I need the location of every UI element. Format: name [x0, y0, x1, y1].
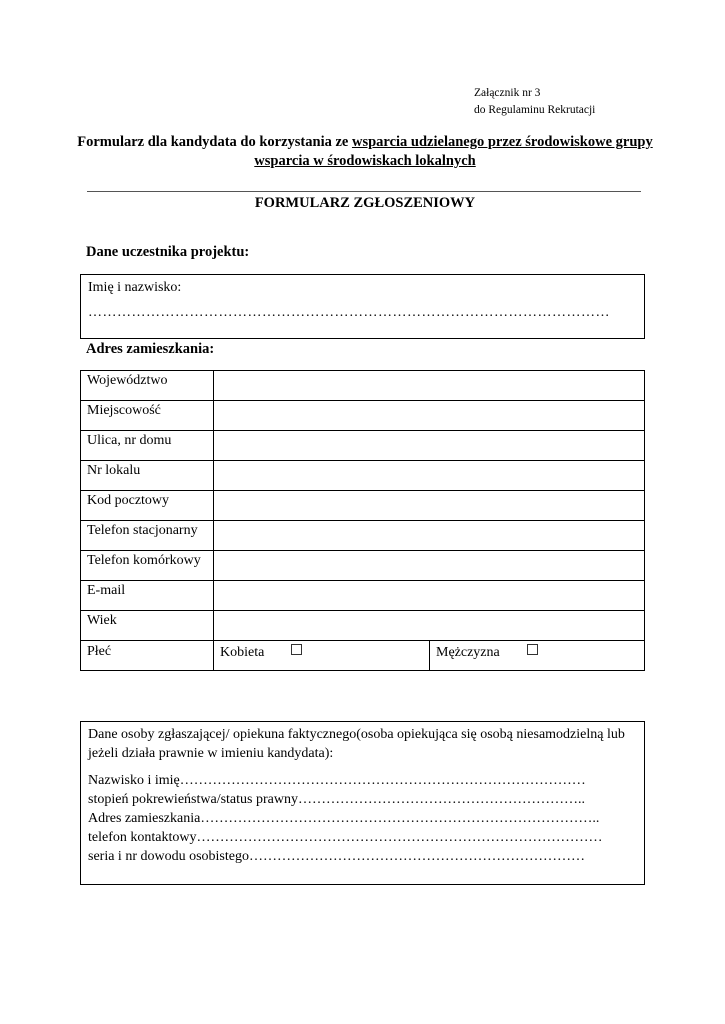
address-row: [81, 581, 645, 611]
gender-male-cell[interactable]: [430, 641, 645, 671]
address-table: [80, 370, 645, 671]
address-row-input[interactable]: [214, 611, 645, 641]
address-row: [81, 521, 645, 551]
divider: [87, 191, 641, 192]
address-row-label: Województwo: [81, 371, 214, 401]
address-row-label: Telefon stacjonarny: [81, 521, 214, 551]
gender-label: Płeć: [81, 641, 214, 671]
form-title: [70, 133, 660, 171]
address-row-input[interactable]: [214, 401, 645, 431]
address-row-label: Ulica, nr domu: [81, 431, 214, 461]
address-row-label: Wiek: [81, 611, 214, 641]
address-row-input[interactable]: [214, 431, 645, 461]
address-row-label: Kod pocztowy: [81, 491, 214, 521]
form-title-prefix: Formularz dla kandydata do korzystania ze: [77, 134, 352, 150]
name-label: Imię i nazwisko:: [88, 280, 182, 295]
address-row: [81, 551, 645, 581]
female-checkbox[interactable]: [291, 644, 302, 655]
caregiver-field-line[interactable]: telefon kontaktowy……………………………………………………………………………: [88, 830, 603, 845]
caregiver-fields: [88, 771, 644, 866]
address-row-input[interactable]: [214, 581, 645, 611]
address-row-input[interactable]: [214, 521, 645, 551]
caregiver-intro: Dane osoby zgłaszającej/ opiekuna faktycznego(osoba opiekująca się osobą niesamodzielną lub jeżeli działa prawnie w imieniu kandydata):: [88, 727, 625, 761]
name-dots: ………………………………………………………………………………………………: [88, 305, 610, 320]
address-row-label: Telefon komórkowy: [81, 551, 214, 581]
address-row: [81, 371, 645, 401]
form-heading: FORMULARZ ZGŁOSZENIOWY: [254, 195, 476, 211]
address-row: [81, 611, 645, 641]
form-title-underlined: wsparcia udzielanego przez środowiskowe grupy wsparcia w środowiskach lokalnych: [254, 134, 653, 169]
address-row: [81, 431, 645, 461]
caregiver-field-line[interactable]: seria i nr dowodu osobistego………………………………………………………………: [88, 849, 585, 864]
caregiver-field-line[interactable]: Adres zamieszkania…………………………………………………………………………..: [88, 811, 600, 826]
address-row-input[interactable]: [214, 491, 645, 521]
address-row-input[interactable]: [214, 371, 645, 401]
attachment-note: [474, 85, 595, 118]
caregiver-field-line[interactable]: Nazwisko i imię……………………………………………………………………………: [88, 773, 586, 788]
attachment-number: Załącznik nr 3: [474, 87, 541, 99]
address-row-label: Miejscowość: [81, 401, 214, 431]
address-row-label: Nr lokalu: [81, 461, 214, 491]
male-checkbox[interactable]: [527, 644, 538, 655]
address-row: [81, 401, 645, 431]
caregiver-field-line[interactable]: stopień pokrewieństwa/status prawny……………………………………………………..: [88, 792, 585, 807]
address-row-input[interactable]: [214, 461, 645, 491]
address-section-label: Adres zamieszkania:: [86, 341, 215, 357]
address-row-input[interactable]: [214, 551, 645, 581]
address-row: [81, 491, 645, 521]
attachment-regulation: do Regulaminu Rekrutacji: [474, 103, 596, 116]
gender-female-cell[interactable]: [214, 641, 430, 671]
name-field-box[interactable]: [80, 274, 645, 339]
gender-female-label: Kobieta: [220, 645, 265, 660]
caregiver-box: [80, 721, 645, 885]
address-row: [81, 461, 645, 491]
participant-section-label: Dane uczestnika projektu:: [86, 244, 250, 260]
address-row-label: E-mail: [81, 581, 214, 611]
gender-male-label: Mężczyzna: [436, 645, 500, 660]
gender-row: [81, 641, 645, 671]
